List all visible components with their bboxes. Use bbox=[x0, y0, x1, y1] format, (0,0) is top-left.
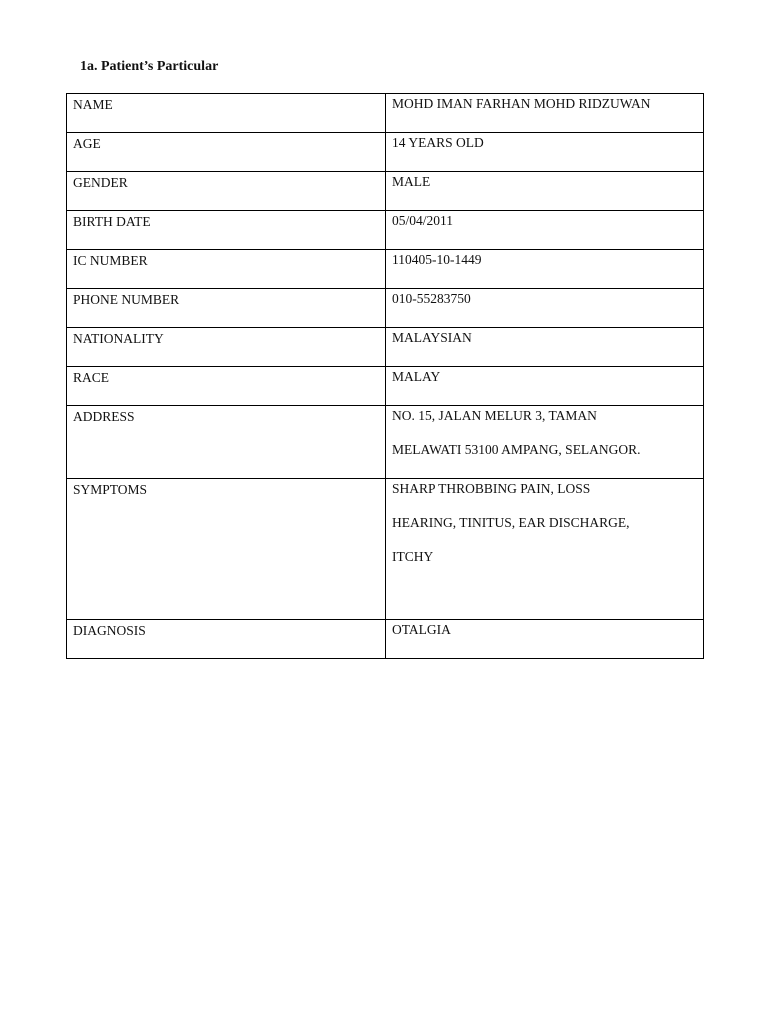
table-body bbox=[67, 94, 704, 659]
field-value bbox=[386, 172, 704, 211]
field-label: NATIONALITY bbox=[67, 328, 386, 367]
patient-particulars-table bbox=[66, 93, 704, 659]
table-row bbox=[67, 406, 704, 479]
field-label: NAME bbox=[67, 94, 386, 133]
field-label: AGE bbox=[67, 133, 386, 172]
field-value bbox=[386, 211, 704, 250]
field-value-line: 14 YEARS OLD bbox=[392, 135, 484, 150]
field-value bbox=[386, 406, 704, 479]
field-value-line: ITCHY bbox=[392, 549, 434, 564]
field-value-line: 110405-10-1449 bbox=[392, 252, 482, 267]
field-label: ADDRESS bbox=[67, 406, 386, 479]
field-value bbox=[386, 250, 704, 289]
table-row bbox=[67, 172, 704, 211]
field-value-line: 05/04/2011 bbox=[392, 213, 454, 228]
field-value-line: MOHD IMAN FARHAN MOHD RIDZUWAN bbox=[392, 96, 651, 111]
field-value bbox=[386, 94, 704, 133]
table-row bbox=[67, 211, 704, 250]
table-row bbox=[67, 289, 704, 328]
field-label: IC NUMBER bbox=[67, 250, 386, 289]
table-row bbox=[67, 133, 704, 172]
field-value-line: 010-55283750 bbox=[392, 291, 471, 306]
section-title: 1a. Patient’s Particular bbox=[80, 59, 219, 74]
field-label: GENDER bbox=[67, 172, 386, 211]
field-value bbox=[386, 328, 704, 367]
field-value bbox=[386, 620, 704, 659]
field-label: DIAGNOSIS bbox=[67, 620, 386, 659]
field-value bbox=[386, 479, 704, 620]
field-value-line: MALAY bbox=[392, 369, 441, 384]
table-row bbox=[67, 367, 704, 406]
field-label: RACE bbox=[67, 367, 386, 406]
table-row bbox=[67, 94, 704, 133]
field-value-line: MELAWATI 53100 AMPANG, SELANGOR. bbox=[392, 442, 641, 457]
table-row bbox=[67, 328, 704, 367]
field-value bbox=[386, 289, 704, 328]
field-label: SYMPTOMS bbox=[67, 479, 386, 620]
field-value-line: NO. 15, JALAN MELUR 3, TAMAN bbox=[392, 408, 597, 423]
field-value-line: MALAYSIAN bbox=[392, 330, 472, 345]
field-value-line bbox=[392, 581, 697, 615]
field-value-line: MALE bbox=[392, 174, 431, 189]
table-row bbox=[67, 250, 704, 289]
field-value bbox=[386, 367, 704, 406]
table-row bbox=[67, 620, 704, 659]
field-value bbox=[386, 133, 704, 172]
field-value-line: SHARP THROBBING PAIN, LOSS bbox=[392, 481, 591, 496]
field-value-line: OTALGIA bbox=[392, 622, 451, 637]
field-value-line: HEARING, TINITUS, EAR DISCHARGE, bbox=[392, 515, 630, 530]
field-label: BIRTH DATE bbox=[67, 211, 386, 250]
table-row bbox=[67, 479, 704, 620]
field-label: PHONE NUMBER bbox=[67, 289, 386, 328]
